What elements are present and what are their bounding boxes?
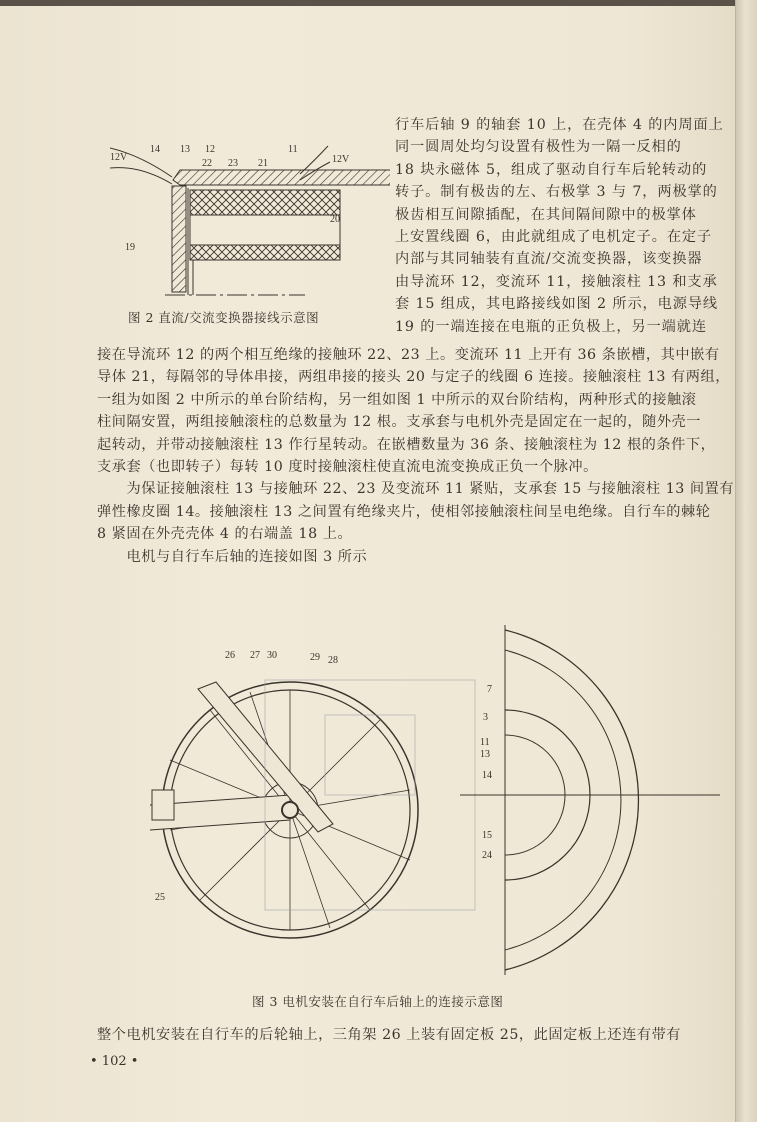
svg-text:22: 22	[202, 158, 212, 169]
figure-2-caption: 图 2 直流/交流变换器接线示意图	[128, 310, 320, 325]
svg-text:30: 30	[267, 650, 277, 661]
paragraph-line: 行车后轴 9 的轴套 10 上，在壳体 4 的内周面上	[395, 117, 724, 133]
svg-text:19: 19	[125, 242, 135, 253]
svg-text:11: 11	[480, 737, 490, 748]
svg-text:7: 7	[487, 684, 492, 695]
paragraph-line: 整个电机安装在自行车的后轮轴上，三角架 26 上装有固定板 25，此固定板上还连有带有	[97, 1027, 682, 1043]
svg-text:11: 11	[288, 144, 298, 155]
svg-text:13: 13	[180, 144, 190, 155]
paragraph-line: 8 紧固在外壳壳体 4 的右端盖 18 上。	[97, 526, 353, 543]
paragraph-line: 极齿相互间隙插配，在其间隔间隙中的极掌体	[395, 206, 697, 223]
svg-text:20: 20	[330, 214, 340, 225]
svg-text:14: 14	[150, 144, 160, 155]
paragraph-line: 接在导流环 12 的两个相互绝缘的接触环 22、23 上。变流环 11 上开有 36 条嵌槽，其中嵌有	[97, 347, 720, 363]
paragraph-line: 弹性橡皮圈 14。接触滚柱 13 之间置有绝缘夹片，使相邻接触滚柱间呈电绝缘。自行车的棘轮	[97, 503, 711, 520]
paragraph-line: 18 块永磁体 5，组成了驱动自行车后轮转动的	[395, 161, 708, 178]
paragraph-line: 由导流环 12，变流环 11，接触滚柱 13 和支承	[395, 273, 718, 290]
svg-text:29: 29	[310, 652, 320, 663]
svg-text:3: 3	[483, 712, 488, 723]
paragraph-line: 转子。制有极齿的左、右极掌 3 与 7，两极掌的	[395, 184, 718, 201]
svg-text:24: 24	[482, 850, 492, 861]
svg-text:12V: 12V	[110, 152, 128, 163]
svg-text:26: 26	[225, 650, 235, 661]
figure-3-diagram	[150, 620, 720, 980]
paragraph-line: 19 的一端连接在电瓶的正负极上，另一端就连	[395, 318, 707, 335]
figure-3-caption: 图 3 电机安装在自行车后轴上的连接示意图	[252, 994, 504, 1009]
svg-text:23: 23	[228, 158, 238, 169]
paragraph-line: 同一圆周处均匀设置有极性为一隔一反相的	[395, 139, 682, 156]
stator-cross-section	[460, 625, 720, 975]
paragraph-line: 柱间隔安置，两组接触滚柱的总数量为 12 根。支承套与电机外壳是固定在一起的，随外壳一	[97, 414, 702, 431]
paragraph-line: 内部与其同轴装有直流/交流变换器，该变换器	[395, 251, 703, 268]
figure-2-diagram	[110, 140, 390, 310]
svg-text:14: 14	[482, 770, 492, 781]
svg-text:21: 21	[258, 158, 268, 169]
svg-text:12V: 12V	[332, 154, 350, 165]
right-column-text	[395, 114, 724, 338]
paragraph-line: 套 15 组成，其电路接线如图 2 所示，电源导线	[395, 296, 718, 313]
paragraph-line: 一组为如图 2 中所示的单台阶结构，另一组如图 1 中所示的双台阶结构，两种形式的接触滚	[97, 391, 697, 408]
book-spine	[735, 0, 757, 1122]
paragraph-line: 导体 21，每隔邻的导体串接，两组串接的接头 20 与定子的线圈 6 连接。接触滚柱 13 有两组，	[97, 369, 731, 386]
svg-text:12: 12	[205, 144, 215, 155]
paragraph-line: 电机与自行车后轴的连接如图 3 所示	[97, 548, 368, 565]
svg-text:13: 13	[480, 749, 490, 760]
paragraph-line: 支承套（也即转子）每转 10 度时接触滚柱使直流电流变换成正负一个脉冲。	[97, 459, 598, 476]
paragraph-line: 上安置线圈 6，由此就组成了电机定子。在定子	[395, 229, 713, 246]
body-text	[97, 344, 735, 568]
scan-edge	[0, 0, 757, 6]
svg-text:28: 28	[328, 655, 338, 666]
svg-text:15: 15	[482, 830, 492, 841]
svg-text:25: 25	[155, 892, 165, 903]
paragraph-line: 起转动，并带动接触滚柱 13 作行星转动。在嵌槽数量为 36 条、接触滚柱为 12 根的条件下，	[97, 436, 716, 453]
page-number: • 102 •	[90, 1054, 139, 1069]
svg-text:27: 27	[250, 650, 260, 661]
bicycle-wheel	[150, 682, 418, 938]
paragraph-line: 为保证接触滚柱 13 与接触环 22、23 及变流环 11 紧贴，支承套 15 与接触滚柱 13 间置有	[97, 481, 735, 498]
